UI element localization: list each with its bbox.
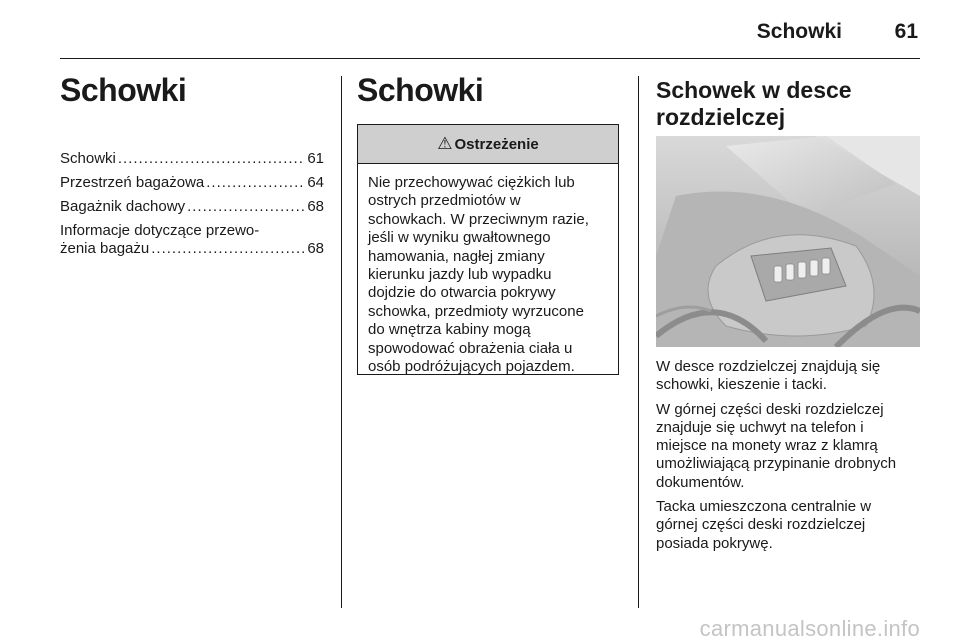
toc-leader-dots: [187, 198, 305, 216]
toc-line: [60, 150, 324, 168]
toc-entry-label: Schowki: [60, 150, 116, 167]
subsection-title-line: Schowek w desce: [656, 77, 852, 103]
paragraph-line: umożliwiającą przypinanie drobnych: [656, 455, 897, 473]
page-header: [60, 0, 920, 60]
toc-page-number: 61: [307, 150, 324, 167]
warning-triangle-icon: ⚠: [437, 134, 453, 153]
warning-text-line: osób podróżujących pojazdem.: [368, 358, 575, 376]
toc-entry-label: Przestrzeń bagażowa: [60, 174, 205, 191]
watermark: carmanualsonline.info: [699, 616, 920, 641]
page-number: 61: [894, 20, 918, 43]
toc-page-number: 68: [307, 198, 324, 215]
warning-text-line: schowkach. W przeciwnym razie,: [368, 210, 589, 228]
toc-entry-label: Bagażnik dachowy: [60, 198, 186, 215]
column-divider-left: [341, 76, 342, 608]
paragraph: [656, 401, 920, 492]
paragraph-line: miejsce na monety wraz z klamrą: [656, 437, 878, 455]
toc-page-number: 64: [307, 174, 324, 191]
paragraph-line: Tacka umieszczona centralnie w: [656, 498, 872, 516]
table-of-contents: [60, 150, 324, 264]
column-divider-right: [638, 76, 639, 608]
paragraph-line: górnej części deski rozdzielczej: [656, 516, 866, 534]
paragraph-line: W górnej części deski rozdzielczej: [656, 400, 884, 418]
paragraph: [656, 498, 920, 553]
warning-text: [358, 164, 618, 376]
header-rule: [60, 58, 920, 59]
toc-line: [60, 240, 324, 258]
toc-leader-dots: [151, 240, 305, 258]
toc-page-number: 68: [307, 240, 324, 257]
paragraph-line: dokumentów.: [656, 473, 745, 491]
paragraph-line: schowki, kieszenie i tacki.: [656, 376, 827, 394]
toc-leader-dots: [206, 174, 305, 192]
warning-box: [357, 124, 619, 375]
warning-text-line: Nie przechowywać ciężkich lub: [368, 174, 575, 191]
subsection-title-line: rozdzielczej: [656, 104, 786, 130]
warning-title: Ostrzeżenie: [454, 135, 539, 153]
warning-text-line: spowodować obrażenia ciała u: [368, 339, 573, 357]
warning-text-line: dojdzie do otwarcia pokrywy: [368, 284, 556, 302]
header-title: Schowki: [756, 20, 842, 43]
toc-line: [60, 174, 324, 192]
body-text: [656, 358, 920, 559]
warning-header: [358, 125, 618, 164]
warning-text-line: do wnętrza kabiny mogą: [368, 321, 531, 339]
paragraph-line: W desce rozdzielczej znajdują się: [656, 358, 881, 375]
toc-leader-dots: [118, 150, 305, 168]
paragraph: [656, 358, 920, 395]
toc-entry-label: Informacje dotyczące przewo-: [60, 222, 260, 239]
dashboard-storage-photo: [656, 136, 920, 347]
chapter-title: Schowki: [60, 72, 187, 108]
warning-text-line: schowka, przedmioty wyrzucone: [368, 302, 584, 320]
toc-entry: [60, 222, 324, 258]
paragraph-line: posiada pokrywę.: [656, 534, 773, 552]
toc-entry: [60, 174, 324, 192]
warning-text-line: hamowania, nagłej zmiany: [368, 247, 545, 265]
toc-entry-label: żenia bagażu: [60, 240, 150, 257]
section-title: Schowki: [357, 72, 484, 108]
toc-line: [60, 198, 324, 216]
warning-text-line: kierunku jazdy lub wypadku: [368, 266, 552, 284]
subsection-title: [656, 77, 920, 131]
toc-entry: [60, 198, 324, 216]
paragraph-line: znajduje się uchwyt na telefon i: [656, 418, 864, 436]
toc-entry: [60, 150, 324, 168]
warning-text-line: ostrych przedmiotów w: [368, 192, 521, 210]
warning-text-line: jeśli w wyniku gwałtownego: [368, 229, 551, 247]
